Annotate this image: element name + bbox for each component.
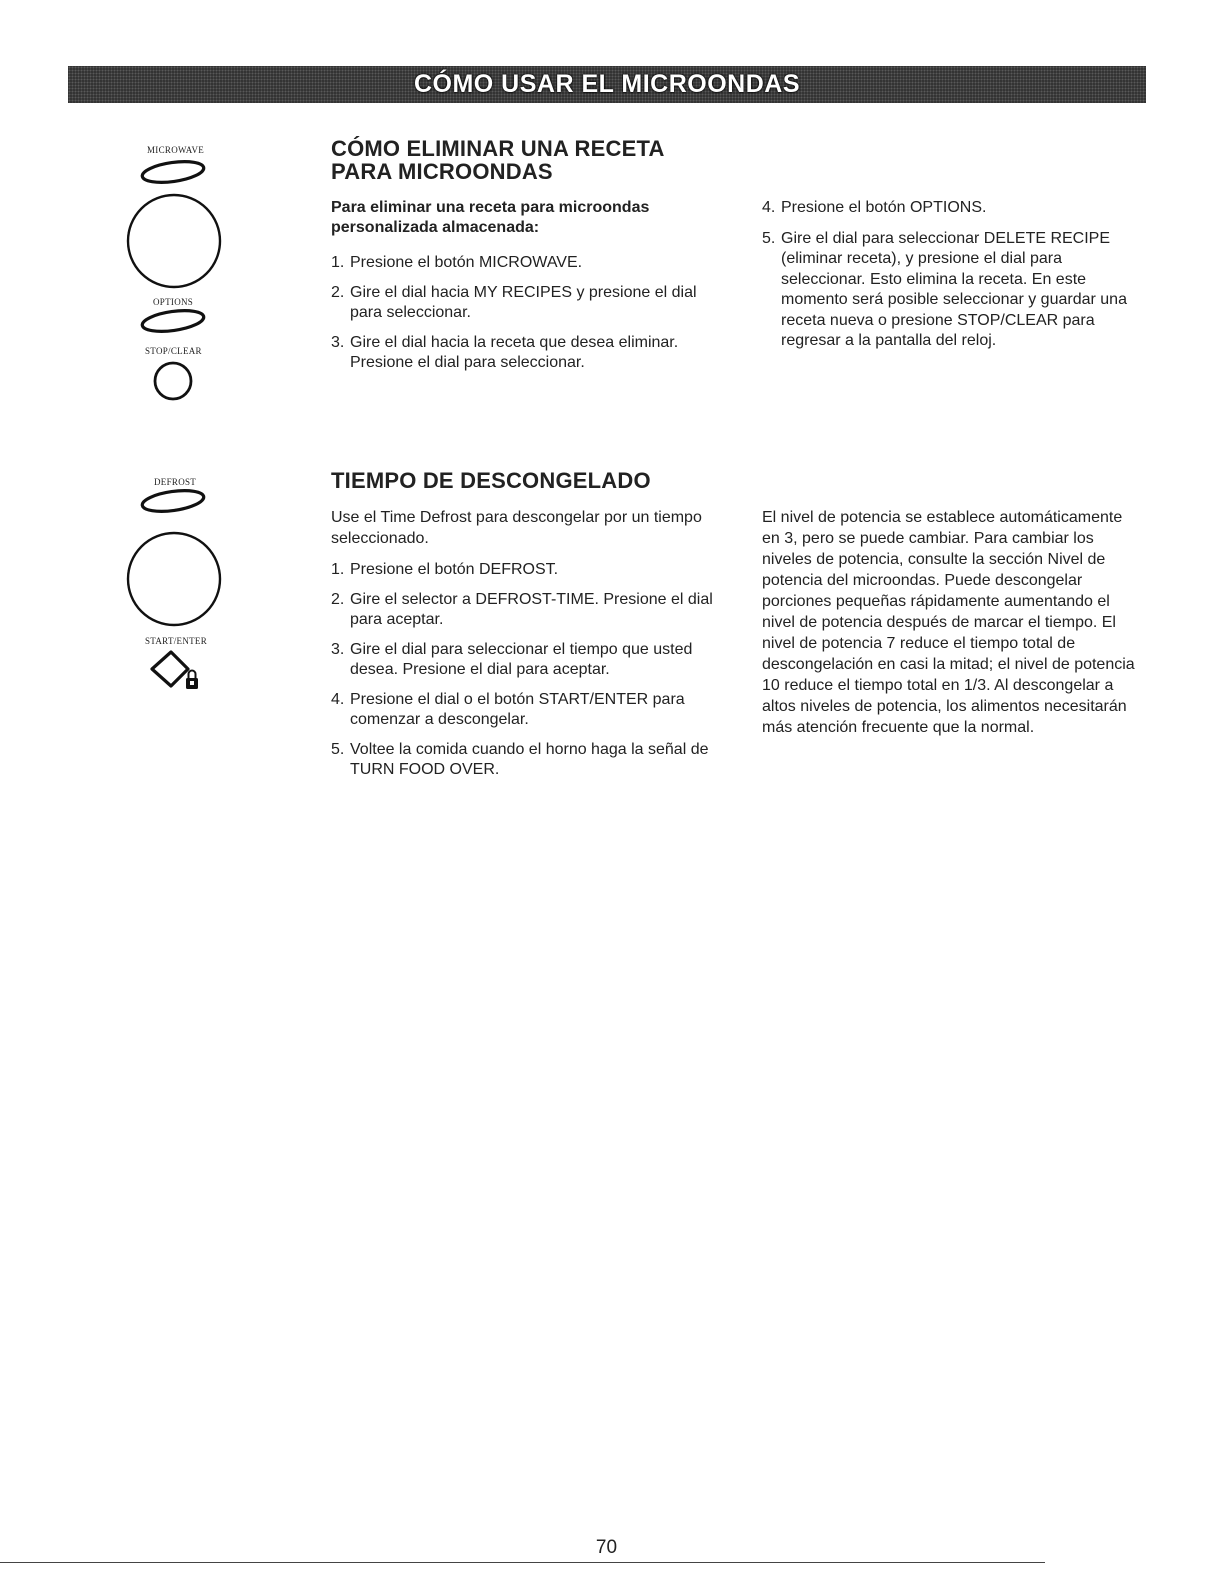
defrost-intro: Use el Time Defrost para descongelar por un tiempo seleccionado. (331, 509, 702, 547)
stop-clear-button-label: STOP/CLEAR (145, 346, 202, 356)
list-item: 5. Voltee la comida cuando el horno haga la señal de TURN FOOD OVER. (331, 740, 709, 778)
section-banner (68, 66, 1146, 103)
stop-clear-button-icon (151, 359, 195, 403)
section-subheading: Para eliminar una receta para microondas personalizada almacenada: (331, 199, 650, 236)
start-enter-button-label: START/ENTER (145, 636, 208, 646)
list-item: 5. Gire el dial para seleccionar DELETE RECIPE (eliminar receta), y presione el dial para seleccionar. Esto elimina la receta. En este momento será posible seleccionar y guardar una receta nueva o presione STOP/CLEAR para regresar a la pantalla del reloj. (762, 229, 1127, 349)
list-item: 4. Presione el botón OPTIONS. (762, 199, 987, 216)
list-item: 3. Gire el dial hacia la receta que desea eliminar. Presione el dial para seleccionar. (331, 333, 679, 371)
microwave-button-label: MICROWAVE (147, 145, 205, 155)
defrost-button-label: DEFROST (154, 477, 197, 487)
options-button-label: OPTIONS (153, 297, 194, 307)
start-enter-lock-icon (146, 648, 206, 696)
steps-list-delete-col1 (331, 253, 711, 374)
bottom-rule (0, 1562, 1045, 1563)
options-button-icon (138, 308, 208, 334)
dial-icon (125, 523, 223, 635)
list-item: 1. Presione el botón MICROWAVE. (331, 254, 583, 271)
list-item: 2. Gire el dial hacia MY RECIPES y presione el dial para seleccionar. (331, 283, 697, 321)
list-item: 4. Presione el dial o el botón START/ENTER para comenzar a descongelar. (331, 690, 685, 728)
section-heading-defrost-time: TIEMPO DE DESCONGELADO (331, 468, 651, 493)
dial-icon (125, 192, 223, 290)
banner-title: CÓMO USAR EL MICROONDAS (413, 70, 801, 98)
steps-list-delete-col2 (762, 198, 1140, 352)
steps-list-defrost (331, 560, 716, 781)
list-item: 1. Presione el botón DEFROST. (331, 561, 559, 578)
defrost-power-note: El nivel de potencia se establece automáticamente en 3, pero se puede cambiar. Para cambiar los niveles de potencia, consulte la sección Nivel de potencia del microondas. Puede descongelar porciones pequeñas rápidamente aumentando el nivel de potencia después de marcar el tiempo. El nivel de potencia 7 reduce el tiempo total de descongelación en casi la mitad; el nivel de potencia 10 reduce el tiempo total en 1/3. Al descongelar a altos niveles de potencia, los alimentos necesitarán más atención frecuente que la normal. (762, 509, 1135, 736)
list-item: 2. Gire el selector a DEFROST-TIME. Presione el dial para aceptar. (331, 590, 713, 628)
page-number: 70 (595, 1537, 618, 1558)
microwave-button-icon (138, 159, 208, 185)
section-heading-delete-recipe: CÓMO ELIMINAR UNA RECETA PARA MICROONDAS (331, 136, 665, 184)
list-item: 3. Gire el dial para seleccionar el tiempo que usted desea. Presione el dial para aceptar. (331, 640, 693, 678)
defrost-button-icon (138, 488, 208, 514)
